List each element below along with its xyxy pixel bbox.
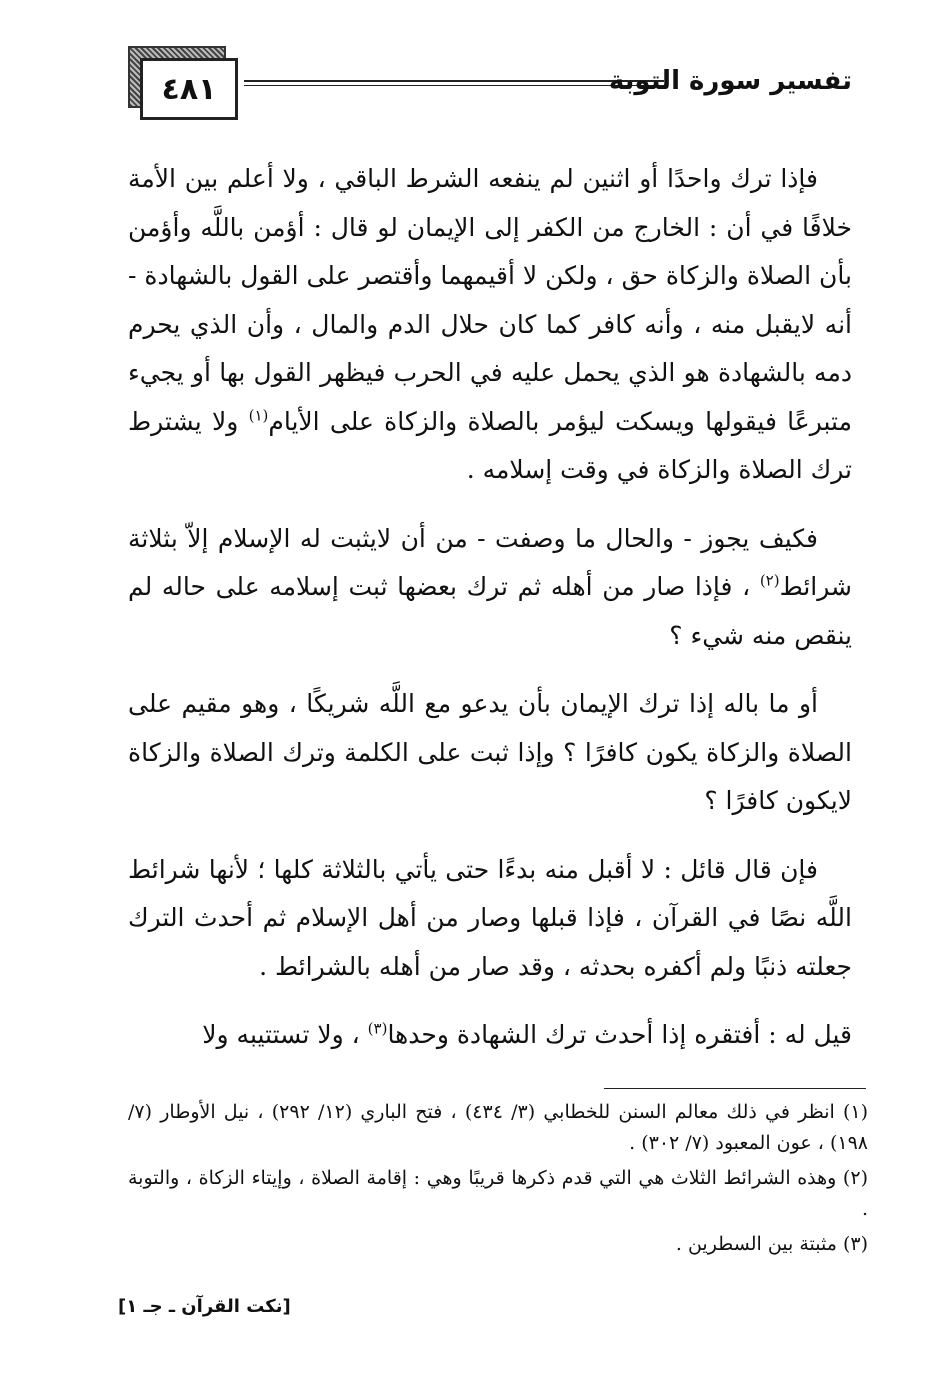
running-header-title: تفسير سورة التوبة: [608, 66, 852, 96]
paragraph-text: قيل له : أفتقره إذا أحدث ترك الشهادة وحدها: [387, 1020, 852, 1049]
paragraph: [128, 680, 852, 826]
paragraph-text: أو ما باله إذا ترك الإيمان بأن يدعو مع اللَّه شريكًا ، وهو مقيم على الصلاة والزكاة يكون كافرًا ؟ وإذا ثبت على الكلمة وترك الصلاة والزكاة لايكون كافرًا ؟: [128, 689, 852, 815]
footnotes: [128, 1097, 868, 1264]
footnote-marker: (١): [248, 406, 269, 425]
paragraph-text: ، ولا تستتيبه ولا: [202, 1020, 360, 1049]
page-number-box: [140, 58, 238, 120]
book-reference: [نكت القرآن ـ جـ ١]: [118, 1296, 291, 1317]
paragraph: [128, 515, 852, 661]
footnote: (٢) وهذه الشرائط الثلاث هي التي قدم ذكرها قريبًا وهي : إقامة الصلاة ، وإيتاء الزكاة ، والتوبة .: [128, 1167, 868, 1220]
paragraph-text: فإذا ترك واحدًا أو اثنين لم ينفعه الشرط الباقي ، ولا أعلم بين الأمة خلافًا في أن : الخارج من الكفر إلى الإيمان لو قال : أؤمن باللَّه وأؤمن بأن الصلاة والزكاة حق ، ولكن لا أقيمهما وأقتصر على القول بالشهادة - أنه لايقبل منه ، وأنه كافر كما كان حلال الدم والمال ، وأن الذي يحرم دمه بالشهادة هو الذي يحمل عليه في الحرب فيظهر القول بها أو يجيء متبرعًا فيقولها ويسكت ليؤمر بالصلاة والزكاة على الأيام: [128, 164, 852, 436]
footnote-marker: (٢): [759, 571, 780, 590]
paragraph: [128, 846, 852, 992]
footnote-separator: [604, 1088, 866, 1089]
page-number: ٤٨١: [161, 71, 217, 107]
header-rule: [244, 80, 664, 86]
paragraph: [128, 155, 852, 495]
footnote: (١) انظر في ذلك معالم السنن للخطابي (٣/ ٤٣٤) ، فتح الباري (١٢/ ٢٩٢) ، نيل الأوطار (٧/ ١٩٨) ، عون المعبود (٧/ ٣٠٢) .: [128, 1101, 869, 1154]
paragraph-text: ، فإذا صار من أهله ثم ترك بعضها ثبت إسلامه على حاله لم ينقص منه شيء ؟: [128, 572, 852, 650]
paragraph-text: ولا يشترط ترك الصلاة والزكاة في وقت إسلامه .: [128, 406, 852, 484]
paragraph-text: فكيف يجوز - والحال ما وصفت - من أن لايثبت له الإسلام إلاّ بثلاثة شرائط: [128, 523, 852, 601]
paragraph-text: فإن قال قائل : لا أقبل منه بدءًا حتى يأتي بالثلاثة كلها ؛ لأنها شرائط اللَّه نصًا في القرآن ، فإذا قبلها وصار من أهل الإسلام ثم أحدث الترك جعلته ذنبًا ولم أكفره بحدثه ، وقد صار من أهله بالشرائط .: [128, 854, 852, 981]
paragraph: [128, 1011, 852, 1060]
footnote-marker: (٣): [367, 1019, 388, 1038]
footnote: (٣) مثبتة بين السطرين .: [675, 1233, 868, 1255]
main-text: [128, 155, 852, 1060]
